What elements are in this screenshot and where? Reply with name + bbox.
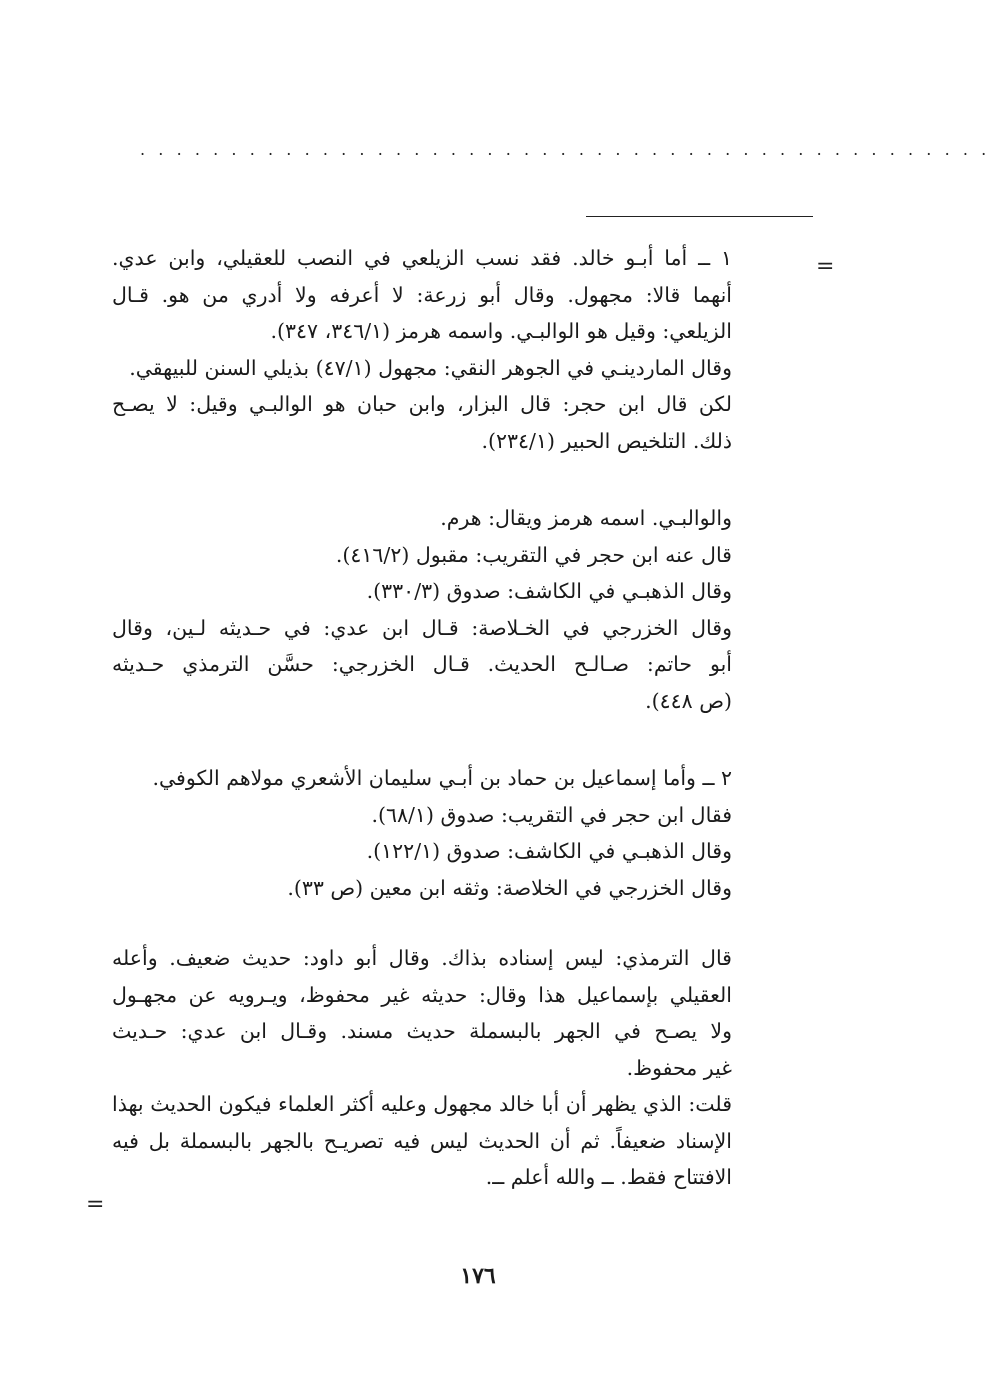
text-line: أبو حاتم: صـالـح الحديث. قـال الخزرجي: حسَّن الترمذي حـديثه (112, 652, 732, 676)
footnote-separator (586, 216, 813, 217)
continuation-mark-top: = (816, 254, 835, 279)
text-line: وقال الخزرجي في الخلاصة: وثقه ابن معين (ص ٣٣). (287, 875, 732, 900)
text-line: قال عنه ابن حجر في التقريب: مقبول (٤١٦/٢). (335, 542, 732, 567)
text-line: ٢ ــ وأما إسماعيل بن حماد بن أبـي سليمان الأشعري مولاهم الكوفي. (152, 766, 732, 790)
page-number: ١٧٦ (460, 1263, 496, 1289)
text-line: قال الترمذي: ليس إسناده بذاك. وقال أبو داود: حديث ضعيف. وأعله (112, 946, 732, 970)
text-line: والوالبـي. اسمه هرمز ويقال: هرم. (440, 506, 732, 530)
dot-leader: ............................................... (140, 140, 999, 159)
text-line: ولا يصـح في الجهر بالبسملة حديث مسند. وقـال ابن عدي: حـديث (112, 1019, 732, 1043)
footnote-ismail (112, 760, 732, 906)
text-line: وقال الذهبـي في الكاشف: صدوق (٣٣٠/٣). (366, 579, 732, 603)
text-line: أنهما قالا: مجهول. وقال أبو زرعة: لا أعرفه ولا أدري من هو. قـال (112, 282, 732, 307)
continuation-mark-bottom: = (86, 1192, 105, 1217)
text-line: قلت: الذي يظهر أن أبا خالد مجهول وعليه أكثر العلماء فيكون الحديث بهذا (112, 1092, 732, 1116)
text-line: ذلك. التلخيص الحبير (٢٣٤/١). (481, 428, 732, 453)
footnote-abu-khalid (112, 240, 732, 459)
text-line: فقال ابن حجر في التقريب: صدوق (٦٨/١). (371, 802, 732, 827)
text-line: لكن قال ابن حجر: قال البزار، وابن حبان هو الوالبـي وقيل: لا يصـح (112, 392, 732, 416)
text-line: الإسناد ضعيفاً. ثم أن الحديث ليس فيه تصريـح بالجهر بالبسملة بل فيه (112, 1128, 732, 1153)
text-line: الافتتاح فقط. ــ والله أعلم ــ. (485, 1165, 732, 1189)
text-line: وقال الخزرجي في الخـلاصة: قـال ابن عدي: في حـديثه لـين، وقال (112, 615, 732, 640)
text-line: وقال الماردينـي في الجوهر النقي: مجهول (٤٧/١) بذيلي السنن للبيهقي. (129, 355, 732, 380)
footnote-conclusion (112, 940, 732, 1196)
text-line: غير محفوظ. (626, 1055, 732, 1080)
text-line: (ص ٤٤٨). (645, 688, 732, 713)
text-line: الزيلعي: وقيل هو الوالبـي. واسمه هرمز (٣٤٦/١، ٣٤٧). (270, 319, 732, 343)
text-line: ١ ــ أما أبـو خالد. فقد نسب الزيلعي في النصب للعقيلي، وابن عدي. (112, 246, 732, 270)
text-line: وقال الذهبـي في الكاشف: صدوق (١٢٢/١). (366, 839, 732, 863)
text-line: العقيلي بإسماعيل هذا وقال: حديثه غير محفوظ، ويـرويه عن مجهـول (112, 982, 732, 1007)
footnote-walibi (112, 500, 732, 719)
